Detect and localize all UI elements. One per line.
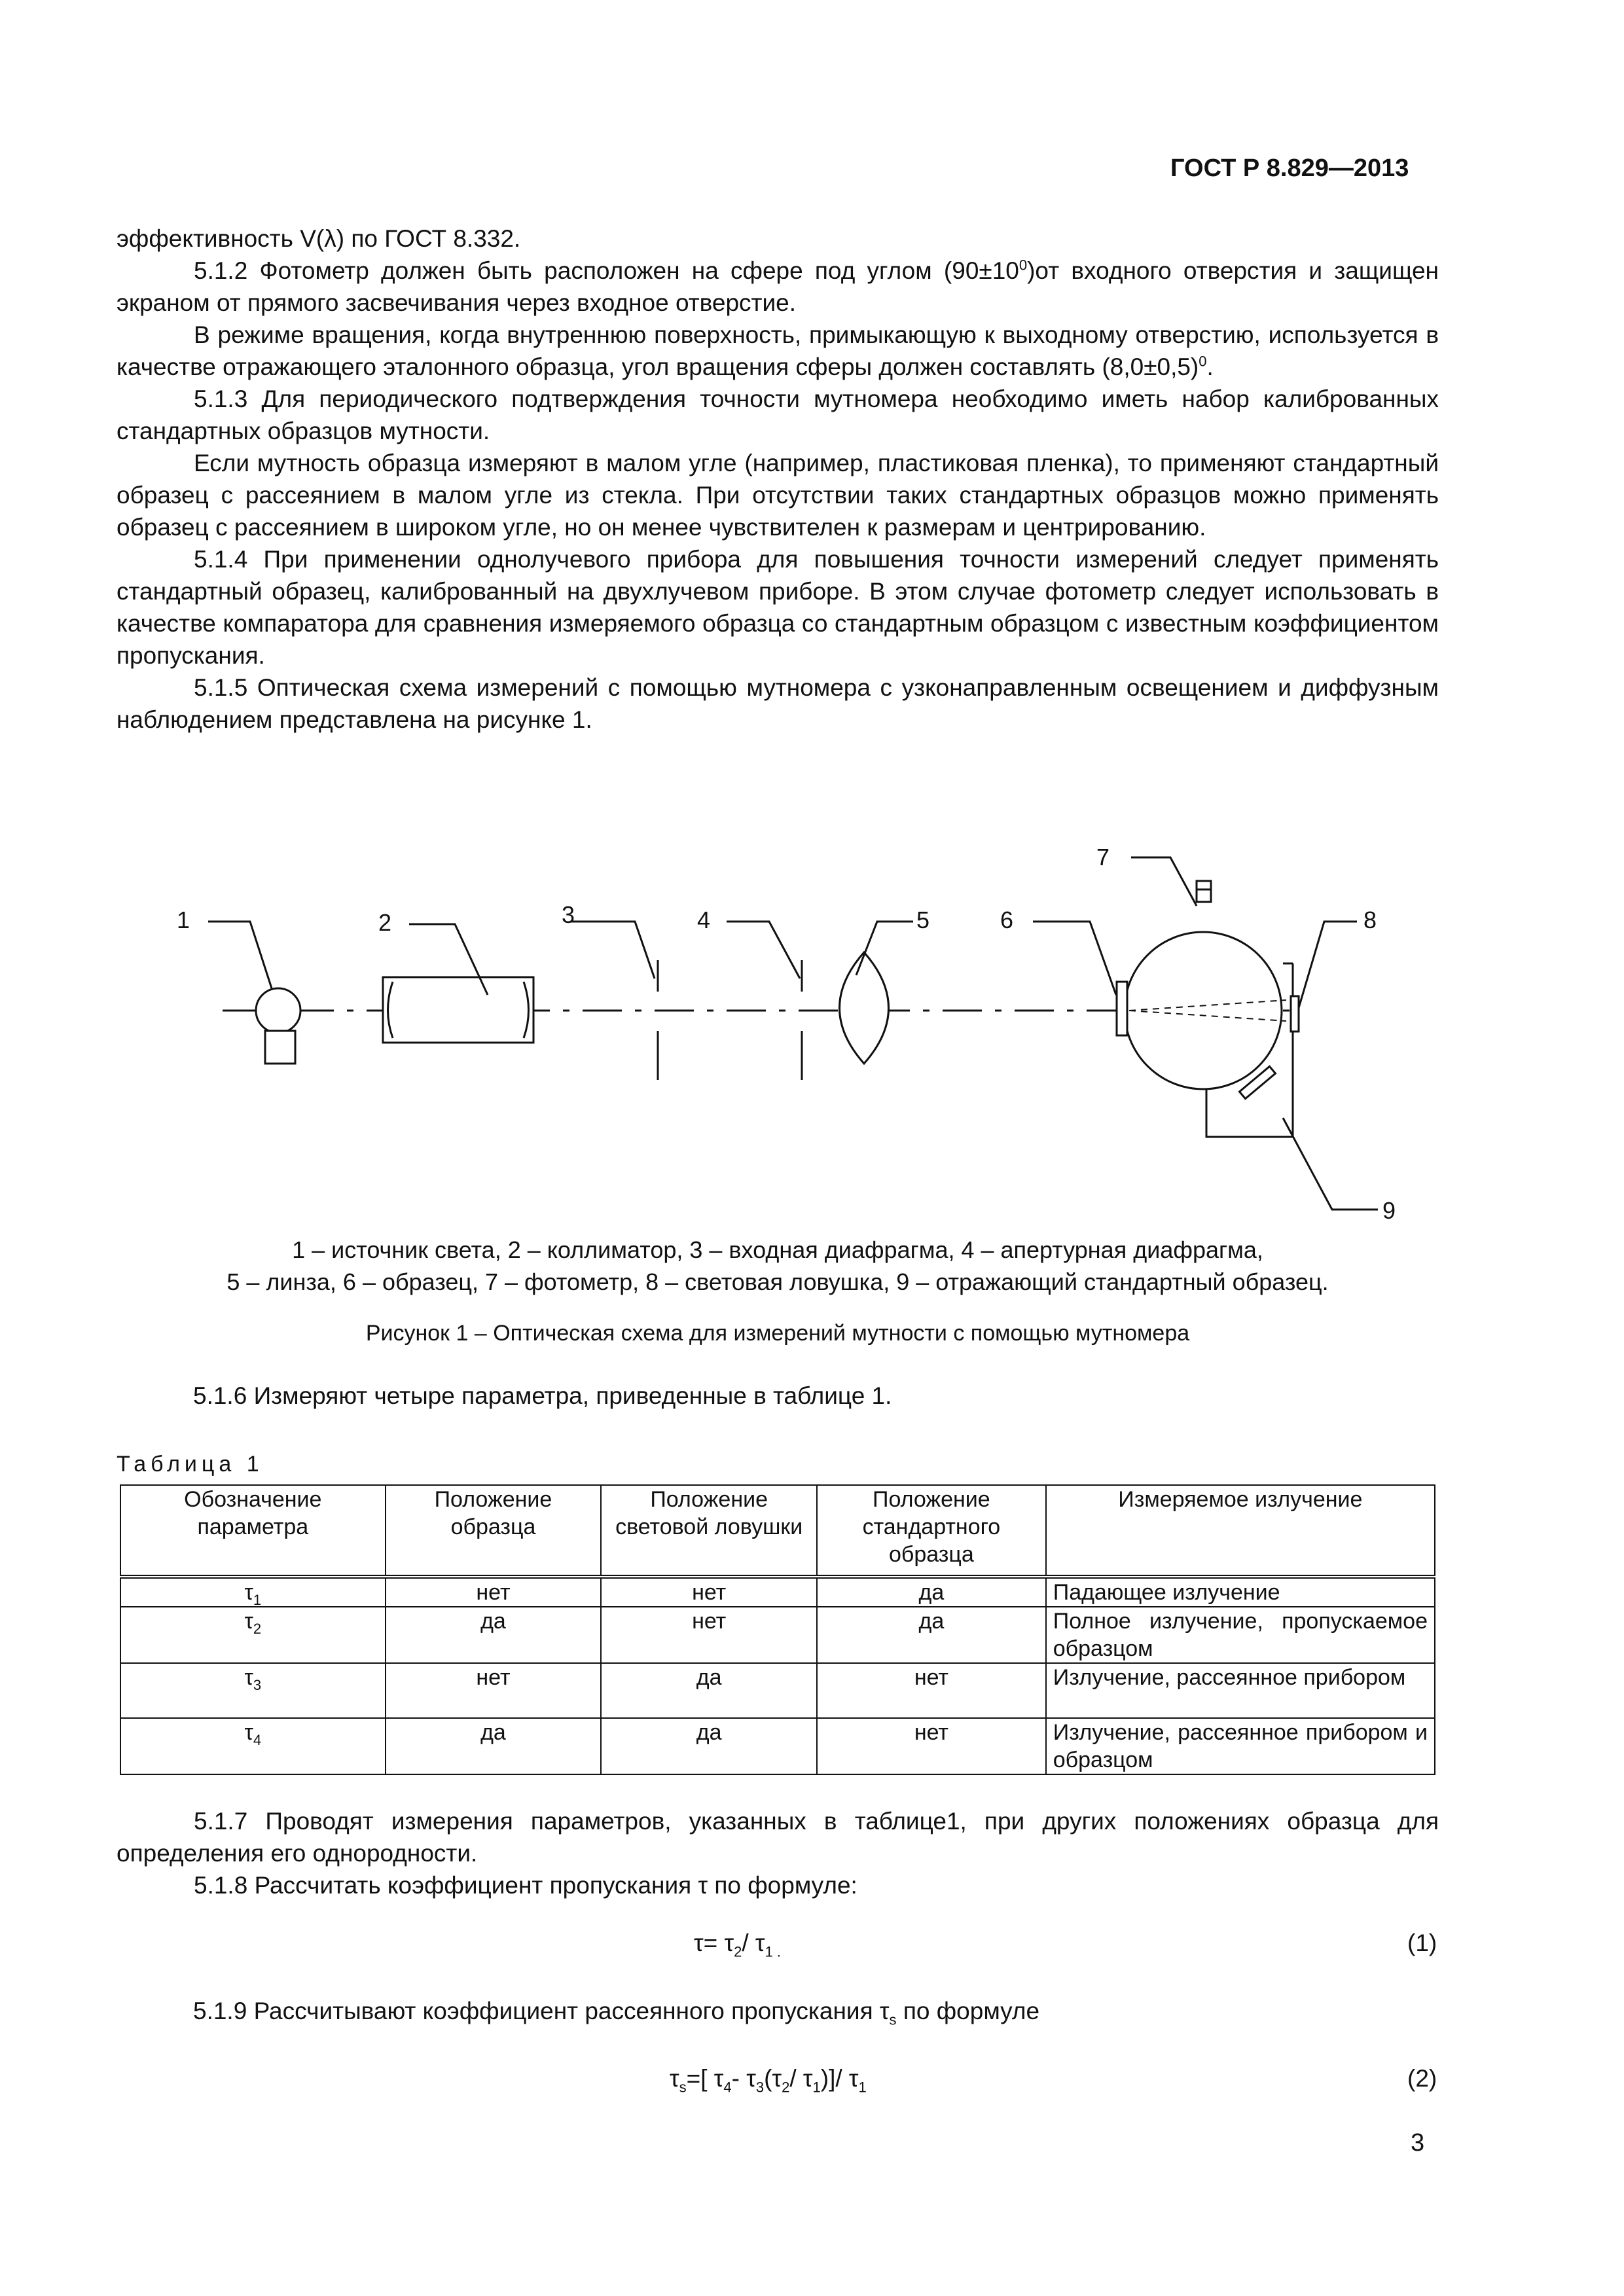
table-cell: Полное излучение, пропускаемое образцом <box>1046 1607 1435 1663</box>
parameters-table <box>120 1484 1435 1775</box>
light-trap <box>1291 996 1299 1031</box>
table-cell: да <box>601 1663 817 1718</box>
table-header: Положение образца <box>386 1485 602 1577</box>
paragraph-512: 5.1.2 Фотометр должен быть расположен на сфере под углом $(90\pm 10^0)от$ входного отверстия и защищен экраном от прямого засвечивания через входное отверстие. <box>117 257 1439 316</box>
table-cell: нет <box>386 1663 602 1718</box>
figure-legend <box>117 1234 1439 1298</box>
paragraph-514: 5.1.4 При применении однолучевого прибора для повышения точности измерений следует применять стандартный образец, калиброванный на двухлучевом приборе. В этом случае фотометр следует использовать в качестве компаратора для сравнения измеряемого образца со стандартным образцом с известным коэффициентом пропускания. <box>117 546 1439 669</box>
figure-label-6: 6 <box>1000 906 1014 933</box>
table-cell: нет <box>817 1718 1046 1774</box>
formula-1: $\tau= \tau_2/$ $\tau_{1 .}$ <box>694 1929 782 1960</box>
table-row <box>120 1607 1435 1663</box>
body-text-bottom <box>117 1805 1439 1901</box>
figure-label-3: 3 <box>562 901 575 928</box>
figure-caption: Рисунок 1 – Оптическая схема для измерений мутности с помощью мутномера <box>365 1321 1190 1346</box>
table-cell: да <box>601 1718 817 1774</box>
table-cell: нет <box>601 1577 817 1607</box>
table-cell: Излучение, рассеянное прибором <box>1046 1663 1435 1718</box>
page-number: 3 <box>1411 2129 1425 2157</box>
table-cell: Излучение, рассеянное прибором и образцом <box>1046 1718 1435 1774</box>
paragraph-519: 5.1.9 Рассчитывают коэффициент рассеянного пропускания $\tau_s$ по формуле <box>193 1998 1040 2028</box>
optical-scheme-figure <box>0 825 1624 1244</box>
paragraph-513: 5.1.3 Для периодического подтверждения точности мутномера необходимо иметь набор калиброванных стандартных образцов мутности. <box>117 386 1439 444</box>
figure-label-2: 2 <box>378 909 392 936</box>
figure-label-8: 8 <box>1363 906 1377 933</box>
figure-label-5: 5 <box>916 906 930 933</box>
table-cell: $\tau_4$ <box>120 1718 386 1774</box>
legend-line-2: 5 – линза, 6 – образец, 7 – фотометр, 8 – световая ловушка, 9 – отражающий стандартный образец. <box>226 1268 1329 1295</box>
figure-label-4: 4 <box>697 906 711 933</box>
figure-label-1: 1 <box>177 906 190 933</box>
paragraph-small-angle: Если мутность образца измеряют в малом угле (например, пластиковая пленка), то применяют стандартный образец с рассеянием в малом угле из стекла. При отсутствии таких стандартных образцов можно применять образец с рассеянием в широком угле, но он менее чувствителен к размерам и центрированию. <box>117 450 1439 541</box>
table-header: Положение световой ловушки <box>601 1485 817 1577</box>
table-row <box>120 1718 1435 1774</box>
table-cell: нет <box>817 1663 1046 1718</box>
paragraph-rotation: В режиме вращения, когда внутреннюю поверхность, примыкающую к выходному отверстию, используется в качестве отражающего эталонного образца, угол вращения сферы должен составлять $(8,0\pm 0,5)^0$. <box>117 321 1439 380</box>
table-cell: нет <box>601 1607 817 1663</box>
formula-2: $\tau_s=$[ $\tau_4-$ $\tau_3(\tau_2/$ $\tau_1)]/$ $\tau_1$ <box>670 2065 867 2096</box>
figure-label-7: 7 <box>1096 844 1110 870</box>
table-header: Обозначение параметра <box>120 1485 386 1577</box>
paragraph-516: 5.1.6 Измеряют четыре параметра, приведенные в таблице 1. <box>193 1382 892 1409</box>
photometer <box>1197 881 1211 902</box>
table-header-row <box>120 1485 1435 1577</box>
collimator <box>383 977 533 1043</box>
paragraph-517: 5.1.7 Проводят измерения параметров, указанных в таблице1, при других положениях образца для определения его однородности. <box>117 1808 1439 1867</box>
table-cell: да <box>817 1607 1046 1663</box>
table-cell: $\tau_2$ <box>120 1607 386 1663</box>
table-row <box>120 1663 1435 1718</box>
lens <box>840 952 889 1064</box>
table-header: Положение стандартного образца <box>817 1485 1046 1577</box>
table-title: Таблица 1 <box>117 1452 264 1477</box>
table-row <box>120 1577 1435 1607</box>
light-source <box>256 988 300 1033</box>
table-cell: да <box>817 1577 1046 1607</box>
figure-label-9: 9 <box>1382 1197 1396 1224</box>
table-cell: $\tau_1$ <box>120 1577 386 1607</box>
document-header: ГОСТ Р 8.829—2013 <box>1170 154 1409 182</box>
body-text-top <box>117 223 1439 736</box>
table-cell: нет <box>386 1577 602 1607</box>
table-header: Измеряемое излучение <box>1046 1485 1435 1577</box>
paragraph-518: 5.1.8 Рассчитать коэффициент пропускания τ по формуле: <box>194 1872 857 1899</box>
paragraph-cont: эффективность V(λ) по ГОСТ 8.332. <box>117 225 521 252</box>
table-cell: да <box>386 1718 602 1774</box>
legend-line-1: 1 – источник света, 2 – коллиматор, 3 – входная диафрагма, 4 – апертурная диафрагма, <box>292 1236 1263 1263</box>
paragraph-515: 5.1.5 Оптическая схема измерений с помощью мутномера с узконаправленным освещением и диффузным наблюдением представлена на рисунке 1. <box>117 674 1439 733</box>
sample <box>1117 982 1127 1035</box>
table-cell: да <box>386 1607 602 1663</box>
integrating-sphere <box>1125 932 1282 1089</box>
table-cell: Падающее излучение <box>1046 1577 1435 1607</box>
formula-1-number: (1) <box>1407 1929 1437 1956</box>
table-cell: $\tau_3$ <box>120 1663 386 1718</box>
formula-2-number: (2) <box>1407 2065 1437 2092</box>
